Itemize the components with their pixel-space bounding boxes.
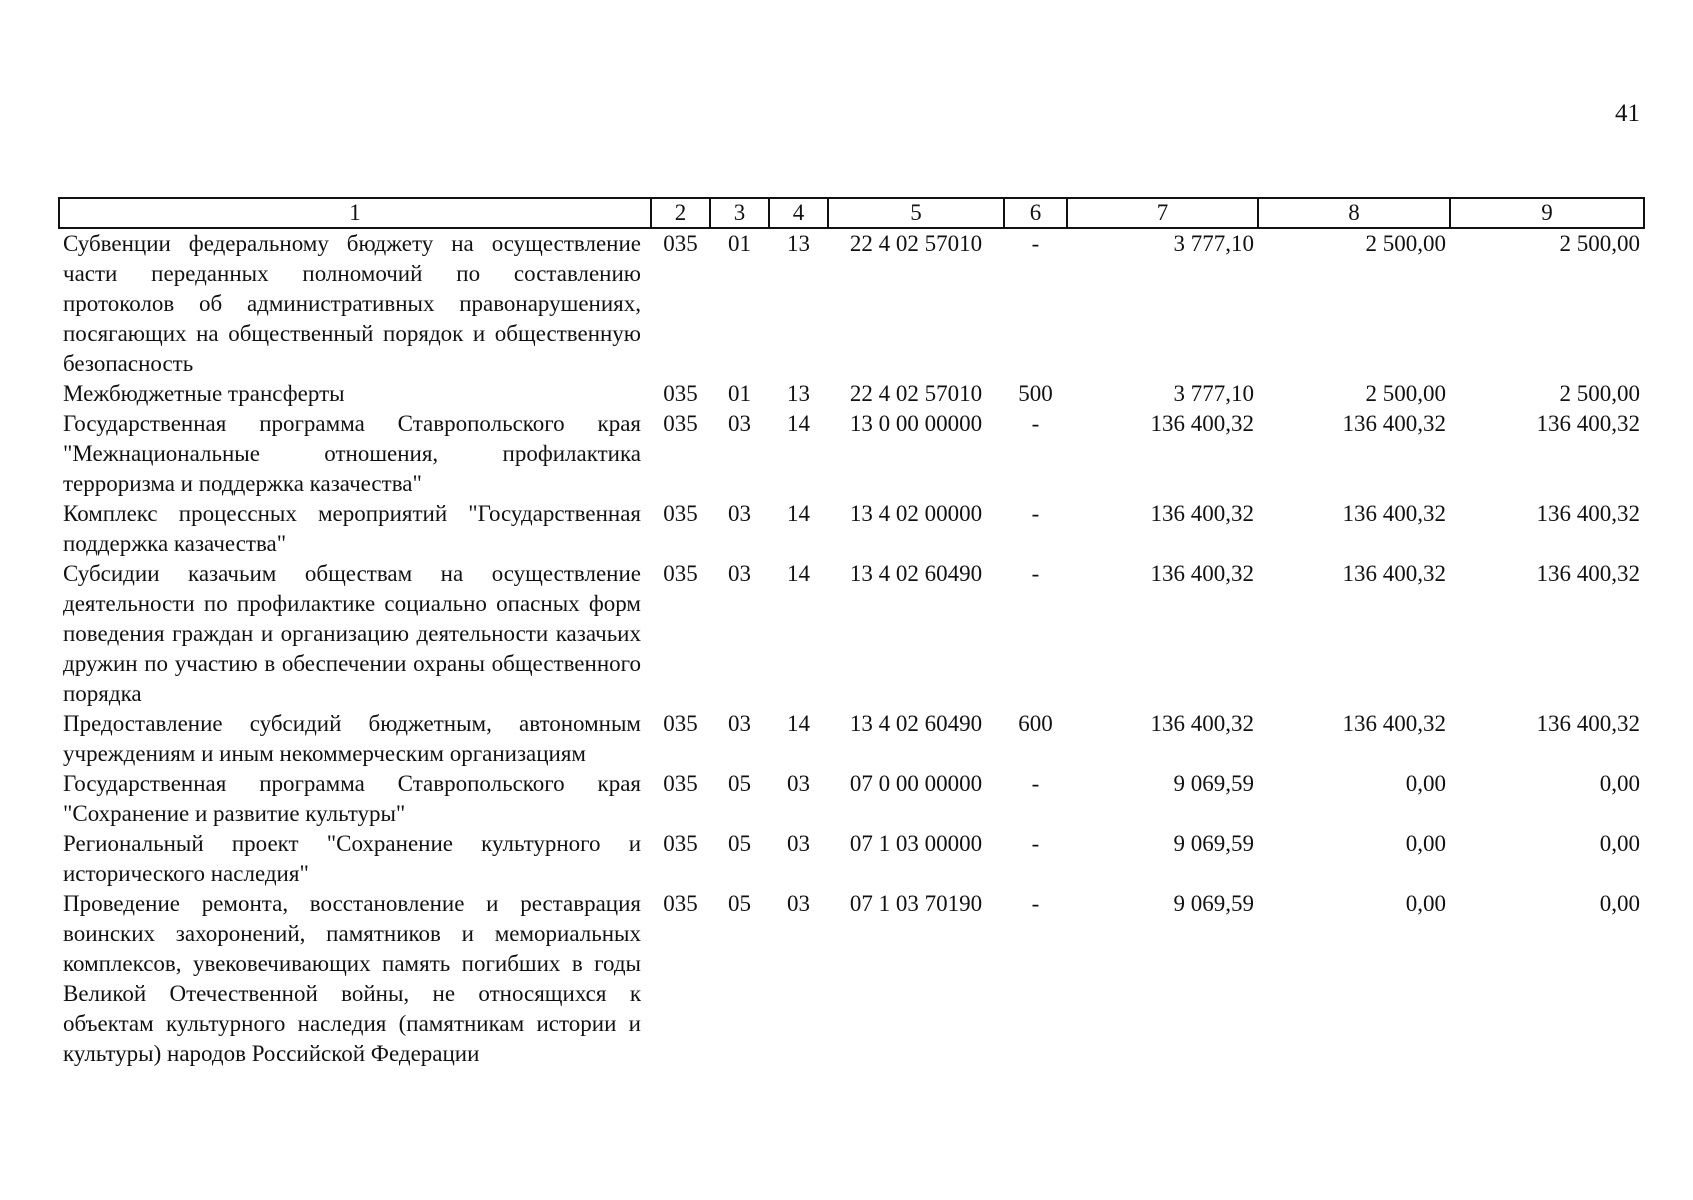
row-ministry-code: 035	[663, 501, 698, 526]
row-expense-type-code: -	[1031, 831, 1040, 856]
row-amount-col7: 3 777,10	[1173, 231, 1254, 256]
header-cell-5: 5	[828, 198, 1004, 228]
row-amount-col7: 136 400,32	[1150, 561, 1254, 586]
row-target-article-code: 22 4 02 57010	[849, 231, 983, 256]
table-row	[59, 709, 1644, 769]
row-amount-col7: 3 777,10	[1173, 381, 1254, 406]
table-row	[59, 499, 1644, 559]
row-target-article-code: 07 1 03 00000	[849, 831, 983, 856]
header-cell-6: 6	[1004, 198, 1067, 228]
row-target-article-code: 07 1 03 70190	[849, 891, 983, 916]
row-ministry-code: 035	[663, 561, 698, 586]
row-section-code: 03	[728, 711, 751, 736]
header-cell-2: 2	[651, 198, 710, 228]
row-target-article-code: 07 0 00 00000	[849, 771, 983, 796]
header-cell-4: 4	[769, 198, 828, 228]
row-subsection-code: 14	[787, 501, 810, 526]
row-amount-col9: 136 400,32	[1536, 561, 1640, 586]
row-section-code: 05	[728, 891, 751, 916]
row-description: Проведение ремонта, восстановление и реставрация воинских захоронений, памятников и мемориальных комплексов, увековечивающих память погибших в годы Великой Отечественной войны, не относящихся к объектам культурного наследия (памятникам истории и культуры) народов Российской Федерации	[63, 891, 641, 1066]
row-expense-type-code: -	[1031, 231, 1040, 256]
row-amount-col9: 0,00	[1599, 771, 1640, 796]
row-section-code: 03	[728, 501, 751, 526]
row-description: Субвенции федеральному бюджету на осуществление части переданных полномочий по составлению протоколов об административных правонарушениях, посягающих на общественный порядок и общественную безопасность	[63, 231, 641, 376]
row-amount-col9: 0,00	[1599, 831, 1640, 856]
row-amount-col7: 136 400,32	[1150, 711, 1254, 736]
header-cell-9: 9	[1450, 198, 1644, 228]
row-subsection-code: 03	[787, 891, 810, 916]
row-amount-col8: 136 400,32	[1342, 501, 1446, 526]
row-section-code: 01	[728, 231, 751, 256]
row-expense-type-code: 500	[1018, 381, 1053, 406]
row-amount-col8: 136 400,32	[1342, 561, 1446, 586]
row-ministry-code: 035	[663, 381, 698, 406]
row-amount-col7: 9 069,59	[1173, 891, 1254, 916]
row-expense-type-code: -	[1031, 771, 1040, 796]
row-ministry-code: 035	[663, 891, 698, 916]
row-subsection-code: 14	[787, 411, 810, 436]
row-subsection-code: 03	[787, 831, 810, 856]
row-description: Комплекс процессных мероприятий "Государственная поддержка казачества"	[63, 501, 641, 556]
header-cell-1: 1	[59, 198, 651, 228]
row-amount-col8: 0,00	[1405, 831, 1446, 856]
row-amount-col9: 136 400,32	[1536, 711, 1640, 736]
row-amount-col9: 136 400,32	[1536, 411, 1640, 436]
row-amount-col9: 2 500,00	[1559, 381, 1640, 406]
table-row	[59, 769, 1644, 829]
row-description: Субсидии казачьим обществам на осуществление деятельности по профилактике социально опасных форм поведения граждан и организацию деятельности казачьих дружин по участию в обеспечении охраны общественного порядка	[63, 561, 641, 706]
row-target-article-code: 13 0 00 00000	[849, 411, 983, 436]
header-cell-7: 7	[1067, 198, 1258, 228]
row-description: Региональный проект "Сохранение культурного и исторического наследия"	[63, 831, 641, 886]
row-ministry-code: 035	[663, 411, 698, 436]
header-cell-3: 3	[710, 198, 769, 228]
row-subsection-code: 03	[787, 771, 810, 796]
table-row	[59, 409, 1644, 499]
row-target-article-code: 22 4 02 57010	[849, 381, 983, 406]
row-amount-col8: 0,00	[1405, 771, 1446, 796]
row-amount-col8: 2 500,00	[1365, 381, 1446, 406]
row-ministry-code: 035	[663, 831, 698, 856]
row-amount-col9: 136 400,32	[1536, 501, 1640, 526]
row-ministry-code: 035	[663, 771, 698, 796]
header-cell-8: 8	[1258, 198, 1450, 228]
row-section-code: 05	[728, 771, 751, 796]
row-amount-col9: 2 500,00	[1559, 231, 1640, 256]
row-section-code: 01	[728, 381, 751, 406]
row-amount-col8: 136 400,32	[1342, 711, 1446, 736]
row-ministry-code: 035	[663, 711, 698, 736]
row-expense-type-code: -	[1031, 411, 1040, 436]
row-ministry-code: 035	[663, 231, 698, 256]
row-description: Межбюджетные трансферты	[63, 381, 345, 406]
row-subsection-code: 14	[787, 561, 810, 586]
row-section-code: 05	[728, 831, 751, 856]
table-row	[59, 228, 1644, 379]
row-subsection-code: 13	[787, 231, 810, 256]
row-amount-col7: 136 400,32	[1150, 501, 1254, 526]
row-description: Предоставление субсидий бюджетным, автономным учреждениям и иным некоммерческим организациям	[63, 711, 641, 766]
row-amount-col7: 136 400,32	[1150, 411, 1254, 436]
page-number: 41	[1615, 100, 1640, 127]
row-description: Государственная программа Ставропольского края "Сохранение и развитие культуры"	[63, 771, 641, 826]
row-section-code: 03	[728, 411, 751, 436]
row-amount-col9: 0,00	[1599, 891, 1640, 916]
row-amount-col7: 9 069,59	[1173, 771, 1254, 796]
row-amount-col7: 9 069,59	[1173, 831, 1254, 856]
table-row	[59, 889, 1644, 1069]
row-amount-col8: 0,00	[1405, 891, 1446, 916]
table-row	[59, 379, 1644, 409]
row-expense-type-code: -	[1031, 891, 1040, 916]
row-expense-type-code: -	[1031, 501, 1040, 526]
row-expense-type-code: -	[1031, 561, 1040, 586]
row-amount-col8: 2 500,00	[1365, 231, 1446, 256]
row-section-code: 03	[728, 561, 751, 586]
row-target-article-code: 13 4 02 60490	[849, 561, 983, 586]
row-amount-col8: 136 400,32	[1342, 411, 1446, 436]
row-expense-type-code: 600	[1018, 711, 1053, 736]
row-subsection-code: 13	[787, 381, 810, 406]
row-target-article-code: 13 4 02 00000	[849, 501, 983, 526]
table-row	[59, 559, 1644, 709]
row-description: Государственная программа Ставропольского края "Межнациональные отношения, профилактика терроризма и поддержка казачества"	[63, 411, 641, 496]
row-subsection-code: 14	[787, 711, 810, 736]
table-row	[59, 829, 1644, 889]
budget-table	[58, 197, 1645, 1069]
header-row	[59, 198, 1644, 228]
row-target-article-code: 13 4 02 60490	[849, 711, 983, 736]
